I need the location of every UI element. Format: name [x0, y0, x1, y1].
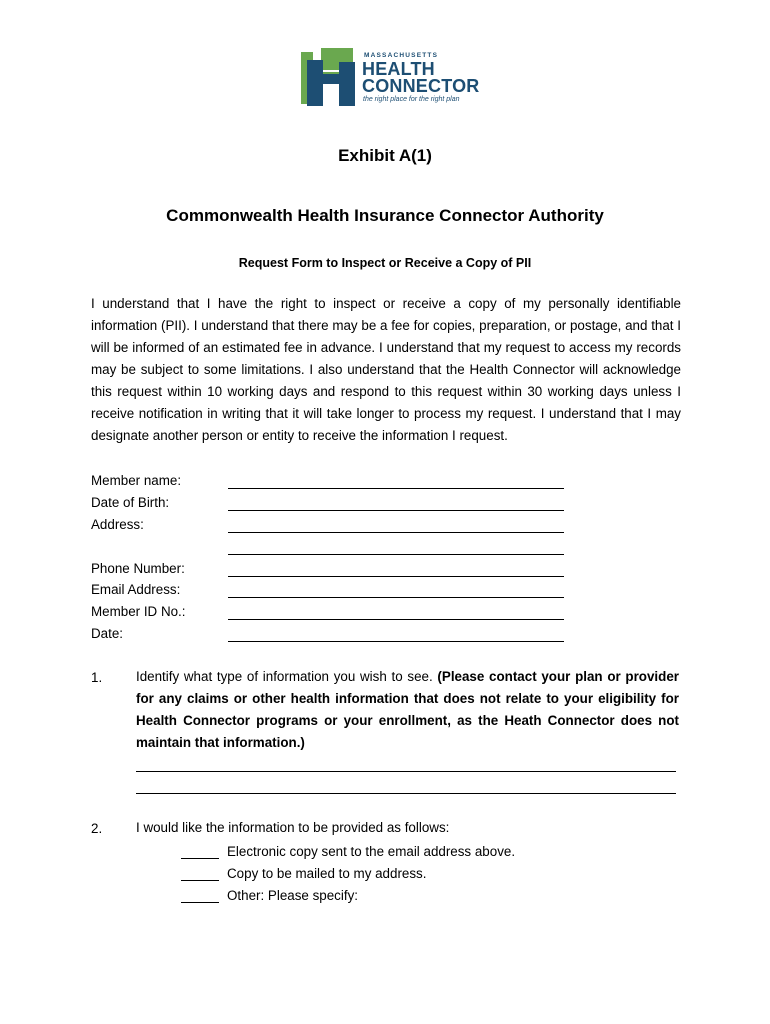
item-1-number: 1.: [91, 670, 103, 685]
address-label: Address:: [91, 517, 144, 532]
phone-label: Phone Number:: [91, 561, 185, 576]
logo-mark-icon: [301, 48, 359, 106]
item-2-number: 2.: [91, 821, 103, 836]
health-connector-logo: [301, 48, 480, 108]
option-other-label: Other: Please specify:: [227, 888, 358, 903]
email-label: Email Address:: [91, 582, 181, 597]
form-title: Request Form to Inspect or Receive a Copy of PII: [238, 256, 532, 270]
organization-title: Commonwealth Health Insurance Connector Authority: [166, 206, 604, 225]
item-1-instruction: Identify what type of information you wish to see.: [136, 669, 433, 684]
option-mail-checkbox[interactable]: [181, 880, 219, 881]
item-1-note: (Please contact your plan or provider for any claims or other health information that does not relate to your eligibility for Health Connector programs or your enrollment, as the Heath Connector does not maintain that information.): [136, 669, 679, 750]
option-mail-label: Copy to be mailed to my address.: [227, 866, 427, 881]
option-electronic-checkbox[interactable]: [181, 858, 219, 859]
email-field[interactable]: [228, 597, 564, 598]
dob-label: Date of Birth:: [91, 495, 170, 510]
statement-paragraph: I understand that I have the right to inspect or receive a copy of my personally identifiable information (PII). I understand that there may be a fee for copies, preparation, or postage, and that I will be informed of an estimated fee in advance. I understand that my request to access my records may be subject to some limitations. I also understand that the Health Connector will acknowledge this request within 10 working days and respond to this request within 30 working days unless I receive notification in writing that it will take longer to process my request. I understand that I may designate another person or entity to receive the information I request.: [91, 296, 681, 443]
logo-connector-text: CONNECTOR: [362, 76, 480, 96]
item-2-text: I would like the information to be provided as follows:: [136, 820, 450, 835]
logo-health-text: HEALTH: [362, 59, 435, 79]
member-id-field[interactable]: [228, 619, 564, 620]
address-field-line1[interactable]: [228, 532, 564, 533]
dob-field[interactable]: [228, 510, 564, 511]
item-1-answer-line1[interactable]: [136, 771, 676, 772]
logo-tagline: the right place for the right plan: [363, 96, 460, 103]
phone-field[interactable]: [228, 576, 564, 577]
date-label: Date:: [91, 626, 124, 641]
address-field-line2[interactable]: [228, 554, 564, 555]
member-id-label: Member ID No.:: [91, 604, 186, 619]
item-1-text: [136, 666, 679, 754]
member-name-field[interactable]: [228, 488, 564, 489]
option-other-checkbox[interactable]: [181, 902, 219, 903]
option-electronic-label: Electronic copy sent to the email address above.: [227, 844, 516, 859]
date-field[interactable]: [228, 641, 564, 642]
member-name-label: Member name:: [91, 473, 182, 488]
item-1-answer-line2[interactable]: [136, 793, 676, 794]
logo-state-text: MASSACHUSETTS: [364, 52, 439, 59]
exhibit-title: Exhibit A(1): [338, 146, 432, 165]
